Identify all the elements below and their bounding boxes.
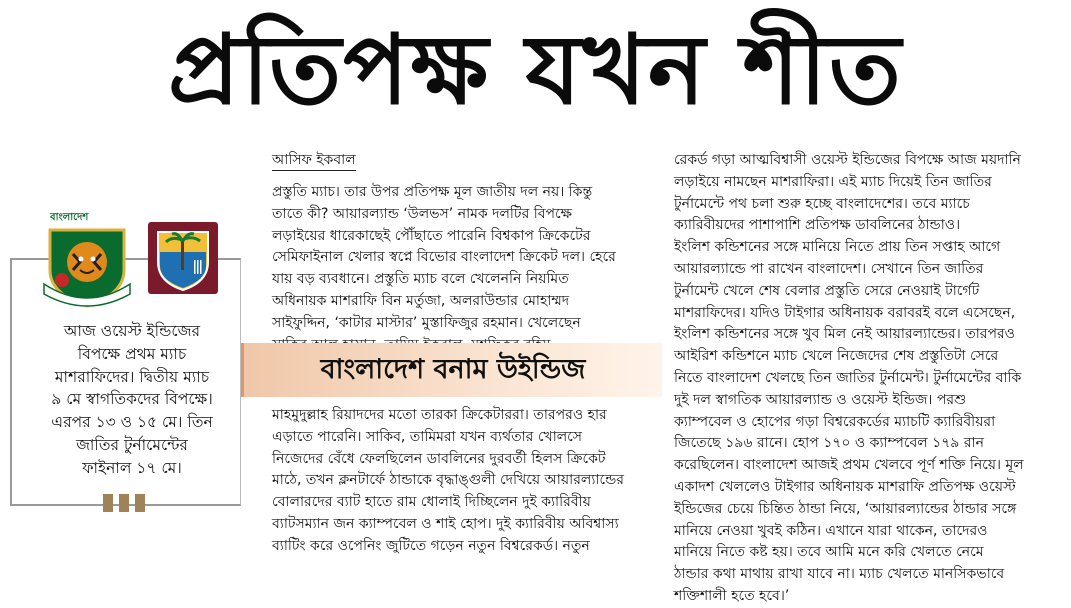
callout-line: এরপর ১৩ ও ১৫ মে। তিন [51, 413, 213, 432]
article-line: অধিনায়ক মাশরাফি বিন মর্তুজা, অলরাউন্ডার মোহাম্মদ [272, 292, 570, 309]
article-line: প্রস্তুতি ম্যাচ। তার উপর প্রতিপক্ষ মূল জাতীয় দল নয়। কিন্তু [272, 184, 593, 200]
callout-line: ফাইনাল ১৭ মে। [82, 458, 182, 477]
article-line: লড়াইয়ে নামছেন মাশরাফিরা। এই ম্যাচ দিয়েই তিন জাতির [674, 173, 992, 190]
callout-line: ৯ মে স্বাগতিকদের বিপক্ষে। [51, 390, 213, 409]
article-line: আয়ারল্যান্ডে পা রাখেন বাংলাদেশ। সেখানে তিন জাতির [674, 260, 984, 277]
article-line: শক্তিশালী হতে হবে।’ [674, 587, 790, 604]
article-line: ক্যাম্পবেল ও হোপের গড়া বিশ্বরেকর্ডের ম্যাচটি ক্যারিবীয়রা [674, 413, 996, 430]
article-line: ইন্ডিজের চেয়ে চিন্তিত ঠান্ডা নিয়ে, ‘আয়ারল্যান্ডের ঠান্ডার সঙ্গে [674, 500, 1017, 517]
article-column-left-bottom [272, 405, 658, 558]
headline: প্রতিপক্ষ যখন শীত [168, 14, 903, 126]
article-line: ইংলিশ কন্ডিশনের সঙ্গে মানিয়ে নিতে প্রায় তিন সপ্তাহ আগে [674, 239, 1001, 256]
callout-line: আজ ওয়েস্ট ইন্ডিজের [63, 322, 201, 340]
article-line: রেকর্ড গড়া আত্মবিশ্বাসী ওয়েস্ট ইন্ডিজের বিপক্ষে আজ ময়দানি [674, 152, 1021, 168]
subhead-band [240, 343, 662, 397]
team-logos [26, 210, 222, 310]
article-line: মাহমুদুল্লাহ রিয়াদদের মতো তারকা ক্রিকেটাররা। তারপরও হার [272, 407, 607, 423]
callout-line: মাশরাফিদের। দ্বিতীয় ম্যাচ [54, 367, 210, 386]
article-line: একাদশ খেললেও টাইগার অধিনায়ক মাশরাফি প্রতিপক্ষ ওয়েস্ট [674, 478, 1016, 495]
article-line: যায় বড় ব্যবধানে। প্রস্তুতি ম্যাচ বলে খেলেননি নিয়মিত [272, 271, 569, 288]
article-line: আইরিশ কন্ডিশনে ম্যাচ খেলে নিজেদের শেষ প্রস্তুতিটা সেরে [674, 348, 999, 365]
article-line: তাতে কী? আয়ারল্যান্ড ‘উলভস’ নামক দলটির বিপক্ষে [272, 205, 572, 222]
article-line: ঠান্ডার কথা মাথায় রাখা যাবে না। ম্যাচ খেলতে মানসিকভাবে [674, 566, 1005, 583]
callout-line: বিপক্ষে প্রথম ম্যাচ [77, 344, 187, 363]
article-line: নিজেদের বেঁধে ফেলছিলেন ডাবলিনের দুরবর্তী হিলস ক্রিকেট [272, 450, 606, 467]
west-indies-cricket-logo [148, 222, 218, 294]
article-line: ব্যাটসম্যান জন ক্যাম্পবেল ও শাই হোপ। দুই ক্যারিবীয় অবিশ্বাস্য [272, 515, 619, 532]
article-line: মাশরাফিদের। যদিও টাইগার অধিনায়ক বরাবরই বলে এসেছেন, [674, 304, 1016, 321]
subhead: বাংলাদেশ বনাম উইন্ডিজ [320, 354, 586, 385]
article-line: ক্যারিবীয়দের পাশাপাশি প্রতিপক্ষ ডাবলিনের ঠান্ডাও। [674, 217, 961, 234]
article-column-right [674, 150, 1066, 608]
article-line: সাইফুদ্দিন, ‘কাটার মাস্টার’ মুস্তাফিজুর রহমান। খেলেছেন [272, 314, 581, 331]
article-line: মানিয়ে নিতে কষ্ট হয়। তবে আমি মনে করি খেলতে নেমে [674, 544, 984, 561]
article-line: সেমিফাইনাল খেলার স্বপ্নে বিভোর বাংলাদেশ ক্রিকেট দল। হেরে [272, 249, 616, 266]
bar-mark [103, 494, 113, 512]
bangladesh-cricket-board-logo [40, 218, 134, 310]
callout-text [32, 320, 232, 480]
article-line: বোলারদের ব্যাট হাতে রাম ধোলাই দিচ্ছিলেন দুই ক্যারিবীয় [272, 494, 591, 511]
article-line: জিতেছে ১৯৬ রানে। হোপ ১৭০ ও ক্যাম্পবেল ১৭৯ রান [674, 435, 984, 452]
article-line: করেছিলেন। বাংলাদেশ আজই প্রথম খেলবে পূর্ণ শক্তি নিয়ে। মূল [674, 457, 1024, 474]
article-line: মানিয়ে নেওয়া খুবই কঠিন। এখানে যারা থাকেন, তাদেরও [674, 522, 988, 539]
article-line: দুই দল স্বাগতিক আয়ারল্যান্ড ও ওয়েস্ট ইন্ডিজ। পরশু [674, 391, 967, 408]
article-line: ইংলিশ কন্ডিশনের সঙ্গে খুব মিল নেই আয়ারল্যান্ডের। তারপরও [674, 326, 1015, 343]
article-line: ব্যাটিং করে ওপেনিং জুটিতে গড়েন নতুন বিশ্বরেকর্ড। নতুন [272, 537, 590, 554]
callout-line: জাতির টুর্নামেন্টের [76, 435, 188, 454]
article-line: টুর্নামেন্টে পথ চলা শুরু হচ্ছে বাংলাদেশের। তবে ম্যাচে [674, 195, 970, 212]
article-column-left-top [272, 182, 658, 356]
byline: আসিফ ইকবাল [272, 151, 356, 171]
article-line: লড়াইয়ের ধারেকাছেই পৌঁছাতে পারেনি বিশ্বকাপ ক্রিকেটের [272, 227, 591, 244]
article-line: নিতে বাংলাদেশ খেলছে তিন জাতির টুর্নামেন্ট। টুর্নামেন্টের বাকি [674, 369, 1022, 386]
article-line: মাঠে, তখন ক্লনটার্ফে ঠান্ডাকে বৃদ্ধাঙ্গুলী দেখিয়ে আয়ারল্যান্ডের [272, 472, 624, 489]
article-line: এড়াতে পারেনি। সাকিব, তামিমরা যখন ব্যর্থতার খোলসে [272, 428, 583, 445]
bar-mark [135, 494, 145, 512]
bangladesh-logo-caption: বাংলাদেশ [50, 212, 89, 223]
decorative-bars-icon [103, 494, 147, 512]
bar-mark [119, 494, 129, 512]
article-line: টুর্নামেন্ট খেলে শেষ বেলার প্রস্তুতি সেরে নেওয়াই টার্গেট [674, 282, 980, 299]
